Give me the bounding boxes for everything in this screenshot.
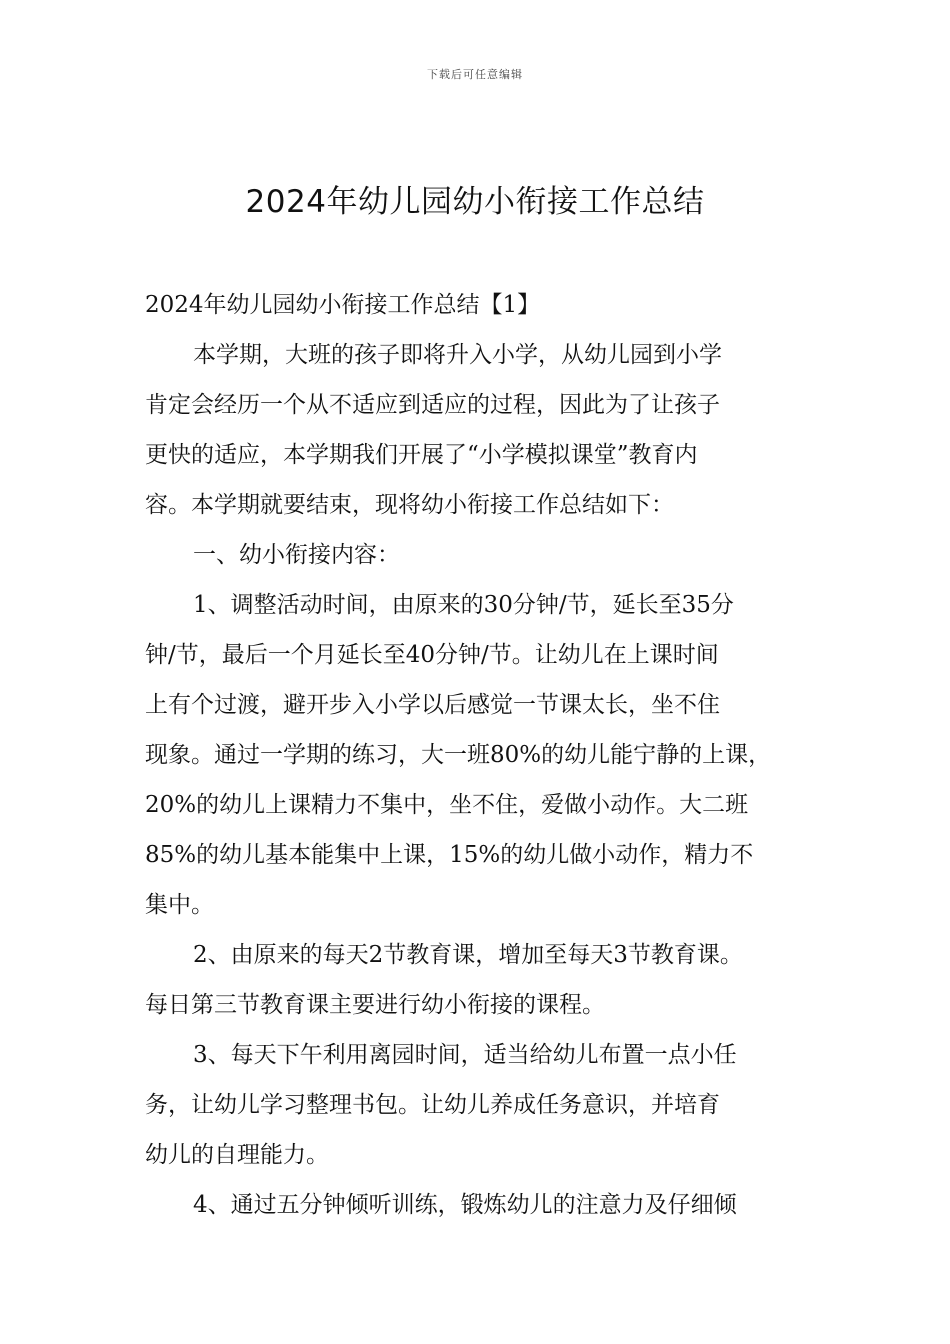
paragraph-line: 钟/节，最后一个月延长至40分钟/节。让幼儿在上课时间 [145,642,719,668]
paragraph-line: 每日第三节教育课主要进行幼小衔接的课程。 [145,992,605,1018]
paragraph-line: 2、由原来的每天2节教育课，增加至每天3节教育课。 [193,942,743,968]
paragraph-line: 肯定会经历一个从不适应到适应的过程，因此为了让孩子 [145,392,720,418]
paragraph-line: 现象。通过一学期的练习，大一班80%的幼儿能宁静的上课， [145,742,772,768]
paragraph-line: 集中。 [145,892,214,918]
paragraph-line: 务，让幼儿学习整理书包。让幼儿养成任务意识，并培育 [145,1092,720,1118]
paragraph-line: 4、通过五分钟倾听训练，锻炼幼儿的注意力及仔细倾 [193,1192,737,1218]
paragraph-line: 容。本学期就要结束，现将幼小衔接工作总结如下： [145,492,674,518]
subtitle-line: 2024年幼儿园幼小衔接工作总结【1】 [145,292,541,318]
document-title: 2024年幼儿园幼小衔接工作总结 [245,184,705,220]
document-body [145,280,835,1230]
paragraph-line: 上有个过渡，避开步入小学以后感觉一节课太长，坐不住 [145,692,720,718]
paragraph-line: 本学期，大班的孩子即将升入小学，从幼儿园到小学 [193,342,722,368]
section-heading: 一、幼小衔接内容： [193,542,400,568]
paragraph-line: 1、调整活动时间，由原来的30分钟/节，延长至35分 [193,592,734,618]
header-note: 下载后可任意编辑 [427,68,523,81]
paragraph-line: 20%的幼儿上课精力不集中，坐不住，爱做小动作。大二班 [145,792,749,818]
paragraph-line: 更快的适应，本学期我们开展了“小学模拟课堂”教育内 [145,442,698,468]
paragraph-line: 幼儿的自理能力。 [145,1142,329,1168]
paragraph-line: 85%的幼儿基本能集中上课，15%的幼儿做小动作，精力不 [145,842,754,868]
paragraph-line: 3、每天下午利用离园时间，适当给幼儿布置一点小任 [193,1042,737,1068]
